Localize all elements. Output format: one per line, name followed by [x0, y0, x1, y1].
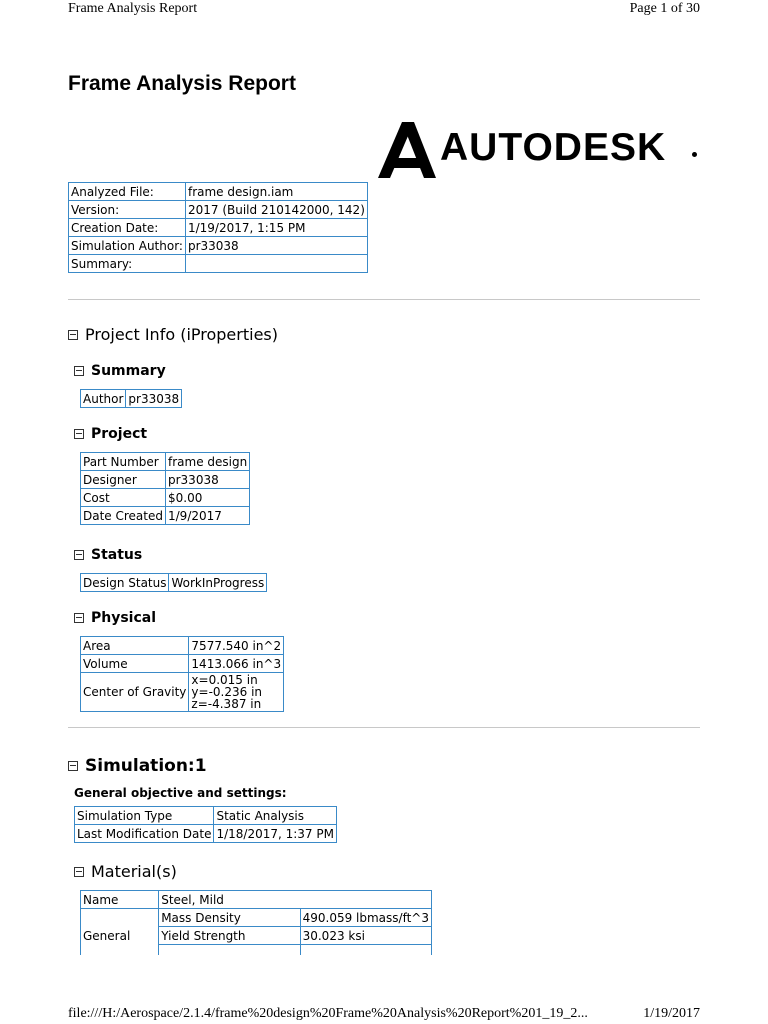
- project-value: frame design: [166, 453, 250, 471]
- physical-value: 7577.540 in^2: [189, 637, 284, 655]
- collapse-icon[interactable]: [74, 867, 84, 877]
- file-info-value: 1/19/2017, 1:15 PM: [185, 219, 367, 237]
- summary-label: Author: [81, 390, 126, 408]
- table-row: [69, 255, 368, 273]
- table-row: [81, 489, 250, 507]
- table-row: [81, 673, 284, 712]
- logo-text: AUTODESK: [440, 126, 667, 169]
- file-info-label: Summary:: [69, 255, 186, 273]
- table-row: [69, 201, 368, 219]
- table-row: [81, 637, 284, 655]
- table-row: [81, 453, 250, 471]
- simulation-label: Last Modification Date: [75, 825, 214, 843]
- section-project[interactable]: [74, 426, 147, 442]
- divider: [68, 299, 700, 300]
- physical-label: Area: [81, 637, 189, 655]
- materials-label: Name: [81, 891, 159, 909]
- cog-y: y=-0.236 in: [191, 685, 263, 699]
- page-number: Page 1 of 30: [629, 1, 700, 16]
- table-row: [75, 807, 337, 825]
- section-heading: Physical: [91, 610, 157, 626]
- project-label: Cost: [81, 489, 166, 507]
- simulation-value: Static Analysis: [214, 807, 337, 825]
- section-simulation[interactable]: [68, 756, 207, 776]
- cog-z: z=-4.387 in: [191, 697, 262, 711]
- collapse-icon[interactable]: [68, 761, 78, 771]
- materials-property-value: 30.023 ksi: [300, 927, 431, 945]
- section-project-info[interactable]: [68, 325, 278, 344]
- materials-property: [159, 945, 300, 956]
- footer-date: 1/19/2017: [643, 1006, 700, 1021]
- file-info-value: pr33038: [185, 237, 367, 255]
- project-label: Part Number: [81, 453, 166, 471]
- simulation-table: [74, 806, 337, 843]
- project-value: pr33038: [166, 471, 250, 489]
- table-row: [81, 390, 182, 408]
- table-row: [81, 471, 250, 489]
- file-info-label: Version:: [69, 201, 186, 219]
- table-row: [81, 574, 267, 592]
- section-status[interactable]: [74, 547, 142, 563]
- project-label: Designer: [81, 471, 166, 489]
- physical-table: [80, 636, 284, 712]
- table-row: [81, 891, 432, 909]
- table-row: [69, 183, 368, 201]
- materials-property: Yield Strength: [159, 927, 300, 945]
- table-row: [81, 507, 250, 525]
- physical-label: Volume: [81, 655, 189, 673]
- project-value: $0.00: [166, 489, 250, 507]
- section-heading: Project Info (iProperties): [85, 325, 278, 344]
- file-info-label: Analyzed File:: [69, 183, 186, 201]
- file-info-table: [68, 182, 368, 273]
- section-heading: Simulation:1: [85, 756, 207, 776]
- project-table: [80, 452, 250, 525]
- autodesk-a-icon: [376, 118, 436, 180]
- footer-path: file:///H:/Aerospace/2.1.4/frame%20design%20Frame%20Analysis%20Report%201_19_2...: [68, 1006, 588, 1021]
- table-row: [81, 655, 284, 673]
- table-row: [69, 237, 368, 255]
- page-header-title: Frame Analysis Report: [68, 1, 198, 16]
- summary-table: [80, 389, 182, 408]
- materials-property-value: [300, 945, 431, 956]
- collapse-icon[interactable]: [74, 366, 84, 376]
- status-label: Design Status: [81, 574, 169, 592]
- status-value: WorkInProgress: [169, 574, 267, 592]
- simulation-subheading: General objective and settings:: [74, 786, 287, 800]
- section-heading: Summary: [91, 363, 166, 379]
- table-row: [81, 909, 432, 927]
- materials-clip: [80, 890, 432, 955]
- materials-table: [80, 890, 432, 955]
- physical-label: Center of Gravity: [81, 673, 189, 712]
- project-label: Date Created: [81, 507, 166, 525]
- physical-value: 1413.066 in^3: [189, 655, 284, 673]
- table-row: [75, 825, 337, 843]
- file-info-value: 2017 (Build 210142000, 142): [185, 201, 367, 219]
- collapse-icon[interactable]: [74, 613, 84, 623]
- table-row: [69, 219, 368, 237]
- file-info-label: Creation Date:: [69, 219, 186, 237]
- file-info-label: Simulation Author:: [69, 237, 186, 255]
- collapse-icon[interactable]: [74, 429, 84, 439]
- center-of-gravity-value: [189, 673, 284, 712]
- section-summary[interactable]: [74, 363, 166, 379]
- section-materials[interactable]: [74, 862, 177, 881]
- simulation-label: Simulation Type: [75, 807, 214, 825]
- logo-dot: [692, 152, 697, 157]
- materials-property-value: 490.059 lbmass/ft^3: [300, 909, 431, 927]
- status-table: [80, 573, 267, 592]
- collapse-icon[interactable]: [74, 550, 84, 560]
- materials-value: Steel, Mild: [159, 891, 432, 909]
- section-heading: Status: [91, 547, 143, 563]
- cog-x: x=0.015 in: [191, 673, 258, 687]
- summary-value: pr33038: [126, 390, 182, 408]
- simulation-value: 1/18/2017, 1:37 PM: [214, 825, 337, 843]
- section-physical[interactable]: [74, 610, 156, 626]
- section-heading: Material(s): [91, 862, 177, 881]
- divider: [68, 727, 700, 728]
- project-value: 1/9/2017: [166, 507, 250, 525]
- file-info-value: [185, 255, 367, 273]
- materials-group-label: General: [81, 909, 159, 956]
- autodesk-logo: [376, 118, 706, 180]
- collapse-icon[interactable]: [68, 330, 78, 340]
- file-info-value: frame design.iam: [185, 183, 367, 201]
- report-title: Frame Analysis Report: [68, 72, 296, 95]
- section-heading: Project: [91, 426, 148, 442]
- materials-property: Mass Density: [159, 909, 300, 927]
